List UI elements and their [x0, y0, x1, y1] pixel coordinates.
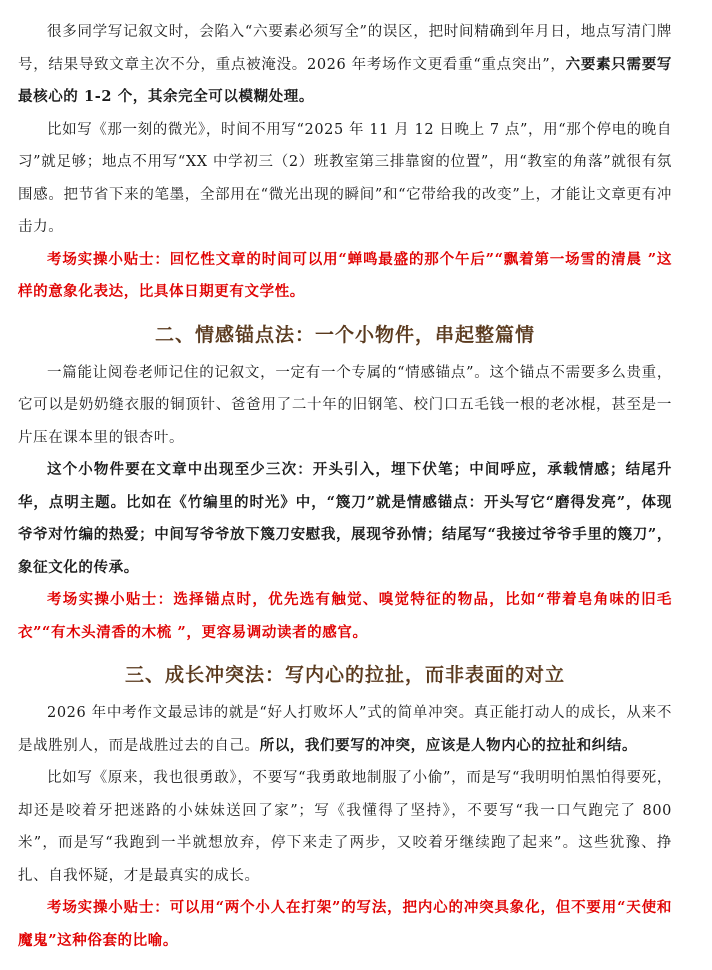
body-paragraph: 比如写《原来，我也很勇敢》，不要写“我勇敢地制服了小偷”，而是写“我明明怕黑怕得要死，却还是咬着牙把迷路的小妹妹送回了家”；写《我懂得了坚持》，不要写“我一口气跑完了 800 米”，而是写“我跑到一半就想放弃，停下来走了两步，又咬着牙继续跑了起来”。这些犹豫、挣扎、自我怀疑，才是最真实的成长。	[18, 770, 672, 884]
body-paragraph	[18, 697, 672, 762]
paragraph-text: 2026 年中考作文最忌讳的就是“好人打败坏人”式的简单冲突。真正能打动人的成长，从来不是战胜别人，而是战胜过去的自己。	[18, 705, 672, 754]
body-paragraph	[18, 16, 672, 114]
exam-tip: 考场实操小贴士：回忆性文章的时间可以用“蝉鸣最盛的那个午后”“飘着第一场雪的清晨 ”这样的意象化表达，比具体日期更有文学性。	[18, 250, 672, 300]
emphasis-text: 所以，我们要写的冲突，应该是人物内心的拉扯和纠结。	[259, 736, 638, 754]
emphasis-paragraph: 这个小物件要在文章中出现至少三次：开头引入，埋下伏笔；中间呼应，承载情感；结尾升华，点明主题。比如在《竹编里的时光》中，“篾刀”就是情感锚点：开头写它“磨得发亮”，体现爷爷对竹编的热爱；中间写爷爷放下篾刀安慰我，展现爷孙情；结尾写“我接过爷爷手里的篾刀”，象征文化的传承。	[18, 461, 672, 576]
paragraph-text: 很多同学写记叙文时，会陷入“六要素必须写全”的误区，把时间精确到年月日，地点写清门牌号，结果导致文章主次不分，重点被淹没。2026 年考场作文更看重“重点突出”，	[18, 24, 672, 73]
section-heading: 二、情感锚点法：一个小物件，串起整篇情	[154, 323, 535, 346]
section-heading: 三、成长冲突法：写内心的拉扯，而非表面的对立	[124, 664, 565, 686]
body-paragraph: 一篇能让阅卷老师记住的记叙文，一定有一个专属的“情感锚点”。这个锚点不需要多么贵重，它可以是奶奶缝衣服的铜顶针、爸爸用了二十年的旧钢笔、校门口五毛钱一根的老冰棍，甚至是一片压在课本里的银杏叶。	[18, 364, 672, 446]
body-paragraph: 比如写《那一刻的微光》，时间不用写“2025 年 11 月 12 日晚上 7 点”，用“那个停电的晚自习”就足够；地点不用写“XX 中学初三（2）班教室第三排靠窗的位置”，用“教室的角落”就很有氛围感。把节省下来的笔墨，全部用在“微光出现的瞬间”和“它带给我的改变”上，才能让文章更有冲击力。	[18, 121, 672, 235]
exam-tip: 考场实操小贴士：选择锚点时，优先选有触觉、嗅觉特征的物品，比如“带着皂角味的旧毛衣”“有木头清香的木梳 ”，更容易调动读者的感官。	[18, 591, 672, 641]
emphasis-text: 六要素只需要写最核心的 1-2 个，其余完全可以模糊处理。	[18, 55, 673, 105]
exam-tip: 考场实操小贴士：可以用“两个小人在打架”的写法，把内心的冲突具象化，但不要用“天使和魔鬼”这种俗套的比喻。	[18, 899, 672, 949]
